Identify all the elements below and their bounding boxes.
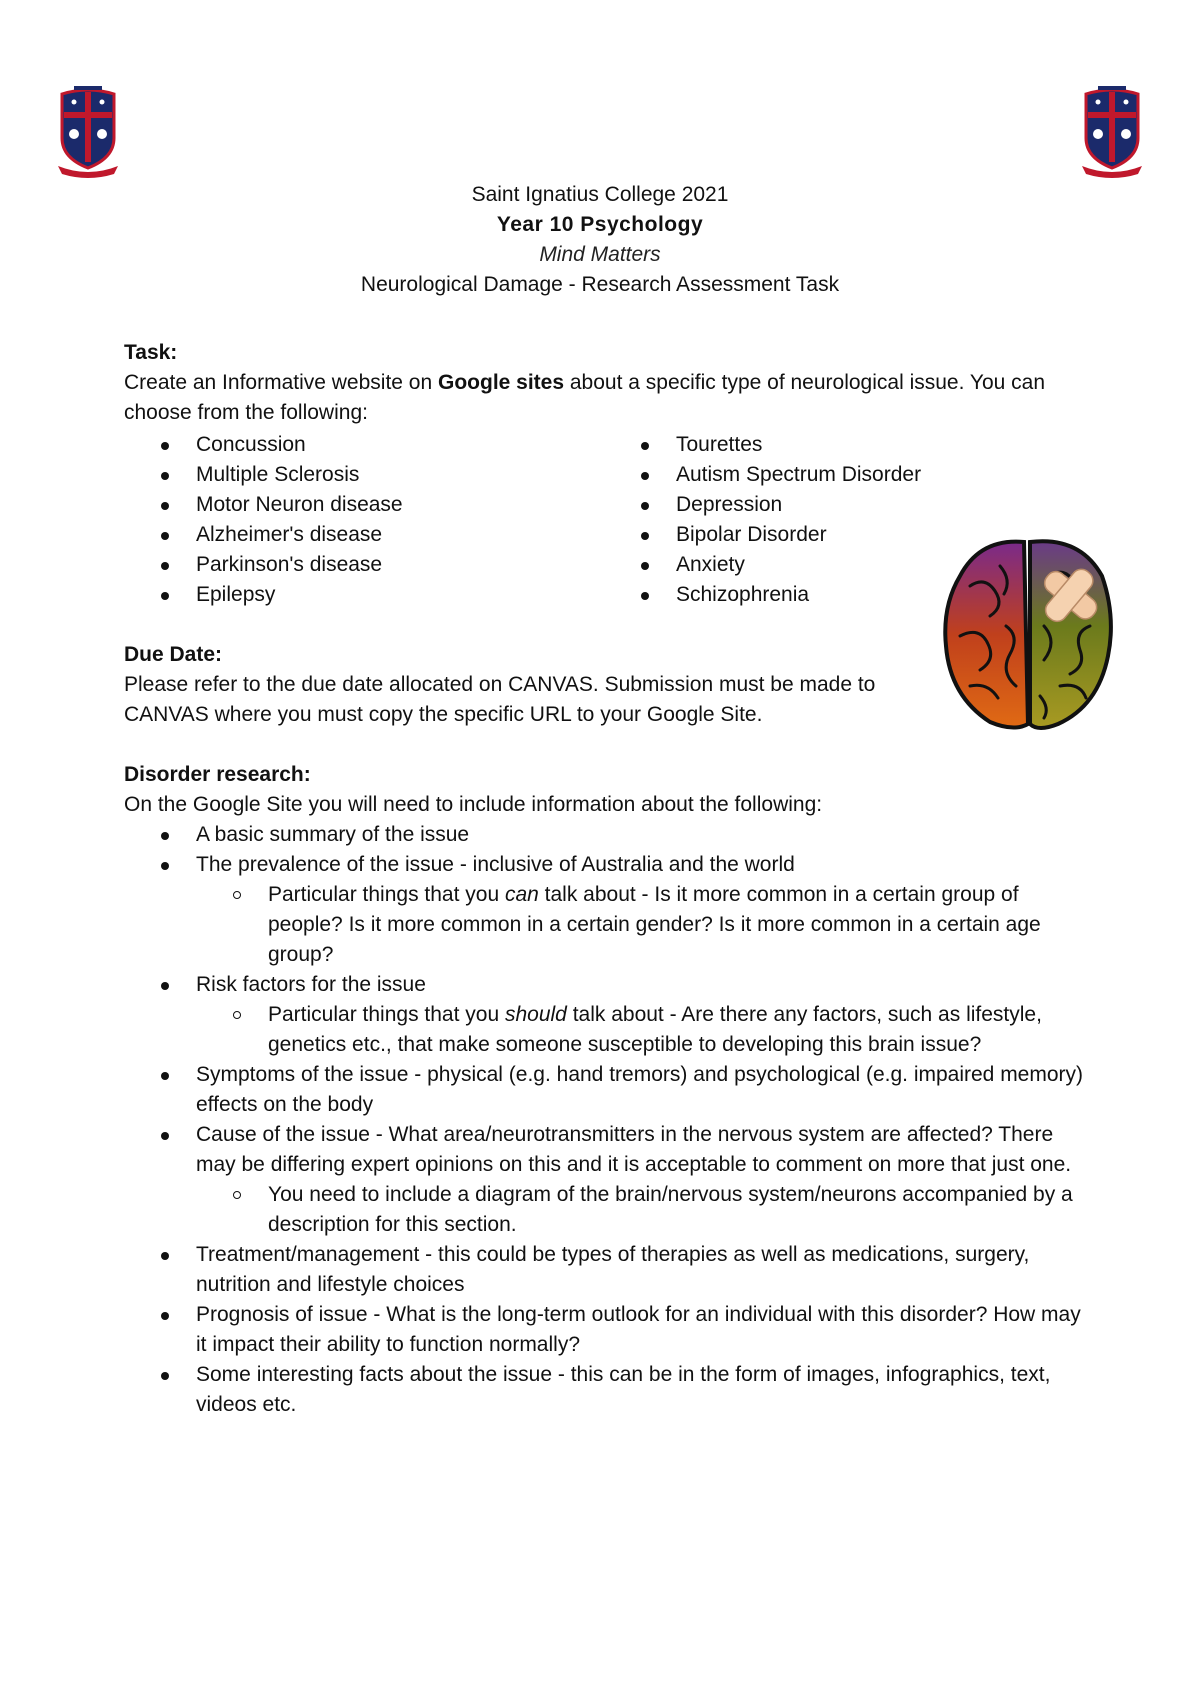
option-item: Multiple Sclerosis [124, 460, 604, 490]
subitem-text: Particular things that you [268, 883, 505, 906]
research-item: Prognosis of issue - What is the long-term outlook for an individual with this disorder? How may it impact their ability to function normally? [124, 1300, 1084, 1360]
subitem-text: talk about - Is it more common in a certain group of people? Is it more common in a certain gender? Is it more common in a certain age group? [268, 883, 1041, 966]
option-item: Anxiety [604, 550, 1084, 580]
research-item [124, 850, 1084, 970]
option-item: Schizophrenia [604, 580, 1084, 610]
option-item: Concussion [124, 430, 604, 460]
option-item: Alzheimer's disease [124, 520, 604, 550]
document-body [124, 338, 1084, 1420]
research-list [124, 820, 1084, 1420]
subitem-text: Particular things that you [268, 1003, 505, 1026]
research-item-text: Risk factors for the issue [196, 973, 426, 996]
task-label: Task: [124, 341, 178, 364]
school-crest-left-icon [56, 86, 120, 178]
research-subitem: You need to include a diagram of the brain/nervous system/neurons accompanied by a description for this section. [196, 1180, 1084, 1240]
due-date-label: Due Date: [124, 643, 223, 666]
task-intro [124, 368, 1084, 428]
research-item-text: Cause of the issue - What area/neurotransmitters in the nervous system are affected? There may be differing expert opinions on this and it is acceptable to comment on more that just one. [196, 1123, 1072, 1176]
option-item: Depression [604, 490, 1084, 520]
subitem-text: talk about - Are there any factors, such as lifestyle, genetics etc., that make someone susceptible to developing this brain issue? [268, 1003, 1042, 1056]
research-item [124, 970, 1084, 1060]
research-item: A basic summary of the issue [124, 820, 1084, 850]
research-item: Treatment/management - this could be types of therapies as well as medications, surgery, nutrition and lifestyle choices [124, 1240, 1084, 1300]
research-item-text: The prevalence of the issue - inclusive of Australia and the world [196, 853, 795, 876]
option-item: Parkinson's disease [124, 550, 604, 580]
options-right-column [604, 430, 1084, 610]
disorder-research-label: Disorder research: [124, 763, 311, 786]
due-date-text: Please refer to the due date allocated on CANVAS. Submission must be made to CANVAS where you must copy the specific URL to your Google Site. [124, 673, 876, 726]
option-item: Epilepsy [124, 580, 604, 610]
task-intro-text-1: Create an Informative website on [124, 371, 438, 394]
google-sites-bold: Google sites [438, 371, 565, 394]
subitem-emphasis: should [504, 1003, 567, 1026]
research-item: Some interesting facts about the issue - this can be in the form of images, infographics, text, videos etc. [124, 1360, 1084, 1420]
research-subitem [196, 880, 1084, 970]
option-item: Motor Neuron disease [124, 490, 604, 520]
option-item: Autism Spectrum Disorder [604, 460, 1084, 490]
school-crest-right-icon [1080, 86, 1144, 178]
option-item: Tourettes [604, 430, 1084, 460]
school-name: Saint Ignatius College 2021 [471, 183, 729, 206]
options-columns [124, 430, 1084, 610]
research-item: Symptoms of the issue - physical (e.g. hand tremors) and psychological (e.g. impaired memory) effects on the body [124, 1060, 1084, 1120]
option-item: Bipolar Disorder [604, 520, 1084, 550]
options-left-column [124, 430, 604, 610]
research-subitem [196, 1000, 1084, 1060]
task-name: Neurological Damage - Research Assessment Task [360, 273, 840, 296]
task-intro-text-2: about a specific type of neurological issue. You can choose from the following: [124, 371, 1046, 424]
course-title: Year 10 Psychology [496, 213, 704, 236]
research-intro: On the Google Site you will need to include information about the following: [124, 793, 823, 816]
subitem-emphasis: can [504, 883, 539, 906]
unit-subtitle: Mind Matters [539, 243, 661, 266]
document-header [0, 180, 1200, 300]
research-item [124, 1120, 1084, 1240]
